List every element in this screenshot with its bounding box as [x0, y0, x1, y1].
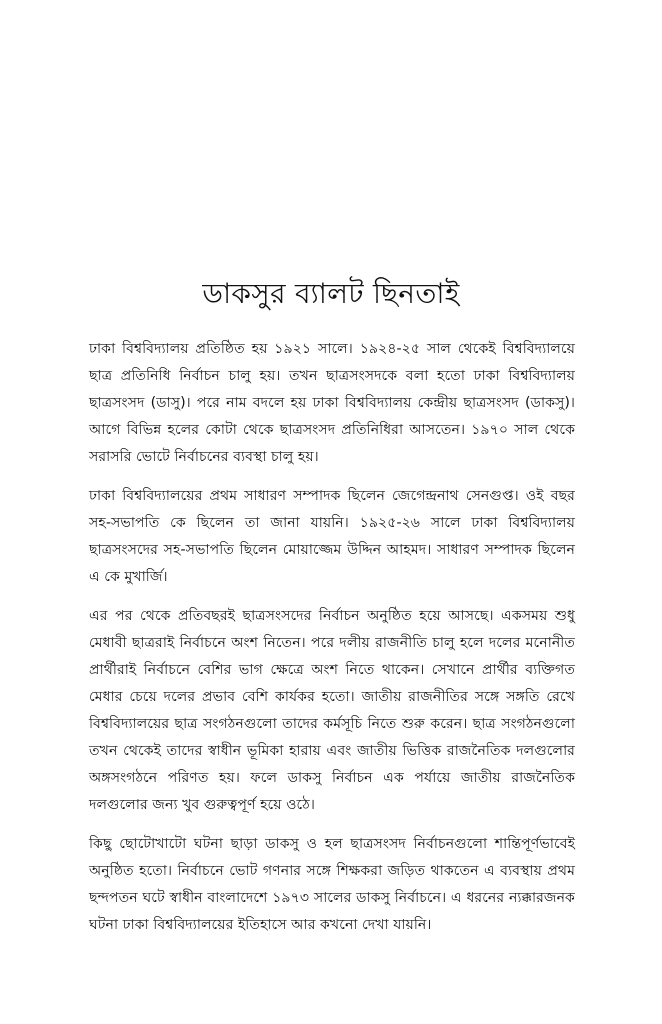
paragraph-1: ঢাকা বিশ্ববিদ্যালয় প্রতিষ্ঠিত হয় ১৯২১ সালে। ১৯২৪-২৫ সাল থেকেই বিশ্ববিদ্যালয়ে ছাত্র প্রতিনিধি নির্বাচন চালু হয়। তখন ছাত্রসংসদকে বলা হতো ঢাকা বিশ্ববিদ্যালয় ছাত্রসংসদ (ডাসু)। পরে নাম বদলে হয় ঢাকা বিশ্ববিদ্যালয় কেন্দ্রীয় ছাত্রসংসদ (ডাকসু)। আগে বিভিন্ন হলের কোটা থেকে ছাত্রসংসদ প্রতিনিধিরা আসতেন। ১৯৭০ সাল থেকে সরাসরি ভোটে নির্বাচনের ব্যবস্থা চালু হয়। — [89, 341, 575, 465]
paragraph-4: কিছু ছোটোখাটো ঘটনা ছাড়া ডাকসু ও হল ছাত্রসংসদ নির্বাচনগুলো শান্তিপূর্ণভাবেই অনুষ্ঠিত হতো। নির্বাচনে ভোট গণনার সঙ্গে শিক্ষকরা জড়িত থাকতেন এ ব্যবস্থায় প্রথম ছন্দপতন ঘটে স্বাধীন বাংলাদেশে ১৯৭৩ সালের ডাকসু নির্বাচনে। এ ধরনের ন্যক্কারজনক ঘটনা ঢাকা বিশ্ববিদ্যালয়ের ইতিহাসে আর কখনো দেখা যায়নি। — [89, 836, 575, 933]
chapter-title: ডাকসুর ব্যালট ছিনতাই — [202, 277, 460, 310]
paragraph-3: এর পর থেকে প্রতিবছরই ছাত্রসংসদের নির্বাচন অনুষ্ঠিত হয়ে আসছে। একসময় শুধু মেধাবী ছাত্ররাই নির্বাচনে অংশ নিতেন। পরে দলীয় রাজনীতি চালু হলে দলের মনোনীত প্রার্থীরাই নির্বাচনে বেশির ভাগ ক্ষেত্রে অংশ নিতে থাকেন। সেখানে প্রার্থীর ব্যক্তিগত মেধার চেয়ে দলের প্রভাব বেশি কার্যকর হতো। জাতীয় রাজনীতির সঙ্গে সঙ্গতি রেখে বিশ্ববিদ্যালয়ের ছাত্র সংগঠনগুলো তাদের কর্মসূচি নিতে শুরু করেন। ছাত্র সংগঠনগুলো তখন থেকেই তাদের স্বাধীন ভূমিকা হারায় এবং জাতীয় ভিত্তিক রাজনৈতিক দলগুলোর অঙ্গসংগঠনে পরিণত হয়। ফলে ডাকসু নির্বাচন এক পর্যায়ে জাতীয় রাজনৈতিক দলগুলোর জন্য খুব গুরুত্বপূর্ণ হয়ে ওঠে। — [89, 608, 575, 813]
chapter-body — [89, 336, 575, 951]
paragraph-2: ঢাকা বিশ্ববিদ্যালয়ের প্রথম সাধারণ সম্পাদক ছিলেন জেগেন্দ্রনাথ সেনগুপ্ত। ওই বছর সহ-সভাপতি কে ছিলেন তা জানা যায়নি। ১৯২৫-২৬ সালে ঢাকা বিশ্ববিদ্যালয় ছাত্রসংসদের সহ-সভাপতি ছিলেন মোয়াজ্জেম উদ্দিন আহমদ। সাধারণ সম্পাদক ছিলেন এ কে মুখার্জি। — [89, 488, 575, 585]
